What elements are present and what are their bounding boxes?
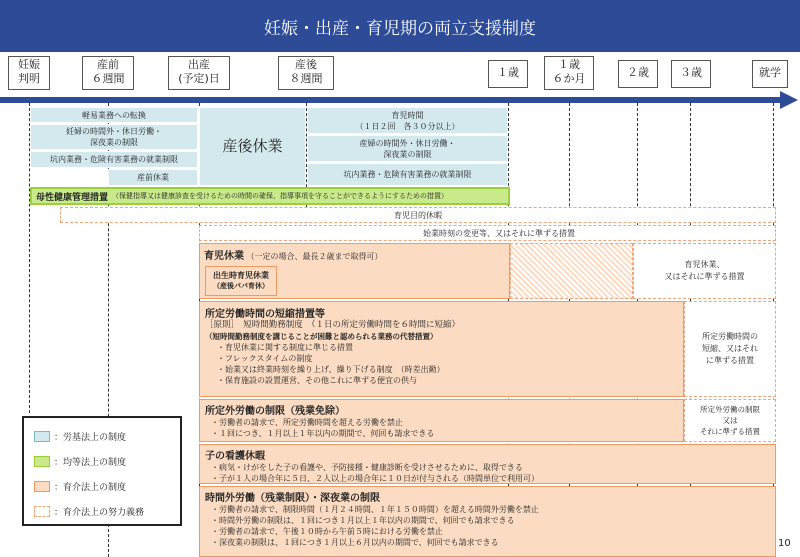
legend-label: ：育介法上の制度 xyxy=(54,483,127,493)
childcare-leave-extension xyxy=(510,243,633,299)
timeline-arrowhead xyxy=(780,91,798,109)
legend-label: ：育介法上の努力義務 xyxy=(54,508,145,518)
postnatal-leave: 産後休業 xyxy=(199,107,306,186)
light-work-transfer: 軽易業務への転換 xyxy=(30,107,198,123)
timeline-label-birth: 出産 (予定)日 xyxy=(178,58,220,85)
pregnant-overtime-limit: 妊婦の時間外・休日労働・ 深夜業の制限 xyxy=(30,124,198,150)
short-hours-item: ・フレックスタイムの制度 xyxy=(217,354,313,363)
maternal-health-management xyxy=(30,187,510,205)
timeline-box-prenatal xyxy=(82,56,134,90)
page-title: 妊娠・出産・育児期の両立支援制度 xyxy=(0,0,800,52)
overtime-limits-item: ・深夜業の制限は、１回につき１月以上６月以内の期間で、何回でも請求できる xyxy=(211,538,499,547)
paternity-leave-title: 出生時育児休業 xyxy=(213,271,269,280)
legend-swatch xyxy=(34,506,50,517)
childcare-leave-title: 育児休業 xyxy=(204,251,244,262)
overtime-limits-block xyxy=(199,486,776,557)
overtime-limits-item: ・労働者の請求で、午後１０時から午前５時における労働を禁止 xyxy=(211,527,443,536)
page-number: 10 xyxy=(778,538,791,549)
legend-item-effort-obligation xyxy=(34,505,144,518)
legend-item-childcare-act xyxy=(34,480,126,493)
overtime-exemption-after: 所定外労働の制限 又は それに準ずる措置 xyxy=(684,399,776,442)
timeline-label-postnatal-8w: 産後 ８週間 xyxy=(289,58,323,85)
timeline-label-school: 就学 xyxy=(759,66,781,79)
overtime-exemption-title: 所定外労働の制限（残業免除） xyxy=(205,406,345,417)
short-hours-alt-title: （短時間勤務制度を講じることが困難と認められる業務の代替措置） xyxy=(205,332,438,341)
overtime-exemption-item: ・１回につき、１月以上１年以内の期間で、何回も請求できる xyxy=(211,429,435,438)
short-hours-item: ・保育施設の設置運営、その他これに準ずる便宜の供与 xyxy=(217,376,417,385)
timeline-box-2y xyxy=(618,60,658,88)
paternity-leave xyxy=(205,266,277,296)
prenatal-leave: 産前休業 xyxy=(108,169,198,186)
short-hours-principle: ［原則］ 短時間勤務制度 （１日の所定労働時間を６時間に短縮） xyxy=(205,320,461,330)
child-nursing-leave-item: ・子が１人の場合年に５日、２人以上の場合年に１０日が付与される（時間単位で利用可） xyxy=(211,474,539,483)
timeline-label-prenatal-6w: 産前 ６週間 xyxy=(91,58,125,85)
short-hours-item: ・始業又は終業時刻を繰り上げ、繰り下げる制度 （時差出勤） xyxy=(217,365,445,374)
legend-swatch xyxy=(34,431,50,442)
start-time-change: 始業時刻の変更等、又はそれに準ずる措置 xyxy=(199,225,776,241)
child-nursing-leave-block xyxy=(199,444,776,484)
timeline-box-pregnancy xyxy=(8,56,50,90)
overtime-exemption-block xyxy=(199,399,684,442)
childcare-leave-after: 育児休業、 又はそれに準ずる措置 xyxy=(633,243,776,299)
nursing-time: 育児時間 （１日２回 各３０分以上） xyxy=(307,107,508,134)
legend-label: ：均等法上の制度 xyxy=(54,458,127,468)
paternity-leave-sub: （産後パパ育休） xyxy=(213,282,269,290)
overtime-limits-item: ・労働者の請求で、制限時間（１月２４時間、１年１５０時間）を超える時間外労働を禁止 xyxy=(211,505,539,514)
child-nursing-leave-item: ・病気・けがをした子の看護や、予防接種・健康診断を受けさせるために、取得できる xyxy=(211,463,523,472)
timeline-arrow xyxy=(0,97,782,103)
timeline-label-2y: ２歳 xyxy=(627,66,649,79)
overtime-limits-title: 時間外労働（残業制限）・深夜業の制限 xyxy=(205,493,380,504)
timeline-box-school xyxy=(752,60,788,88)
timeline-box-postnatal xyxy=(278,56,334,90)
maternal-health-title: 母性健康管理措置 xyxy=(36,192,109,203)
pregnant-hazard-limit: 坑内業務・危険有害業務の就業制限 xyxy=(30,151,198,168)
timeline-label-1y: １歳 xyxy=(497,66,519,79)
timeline-label-1y6m: １歳 ６か月 xyxy=(552,58,586,85)
legend-item-labor-standards xyxy=(34,430,126,443)
timeline-box-birth xyxy=(168,56,230,90)
timeline-box-1y6m xyxy=(544,56,594,90)
timeline-box-3y xyxy=(671,60,711,88)
short-hours-item: ・育児休業に関する制度に準じる措置 xyxy=(217,343,353,352)
overtime-limits-item: ・時間外労働の制限は、１回につき１月以上１年以内の期間で、何回でも請求できる xyxy=(211,516,515,525)
timeline-label-pregnancy: 妊娠 判明 xyxy=(18,58,40,85)
short-hours-title: 所定労働時間の短縮措置等 xyxy=(205,309,325,320)
child-nursing-leave-title: 子の看護休暇 xyxy=(205,451,265,462)
legend-item-equal-employment xyxy=(34,455,126,468)
overtime-exemption-item: ・労働者の請求で、所定労働時間を超える労働を禁止 xyxy=(211,418,403,427)
short-hours-block xyxy=(199,301,684,397)
timeline-label-3y: ３歳 xyxy=(680,66,702,79)
childcare-purpose-leave: 育児目的休暇 xyxy=(60,207,776,223)
legend-label: ：労基法上の制度 xyxy=(54,433,127,443)
legend xyxy=(22,416,182,526)
short-hours-after: 所定労働時間の 短縮、又はそれ に準ずる措置 xyxy=(684,301,776,397)
timeline-box-1y xyxy=(488,60,528,88)
legend-swatch xyxy=(34,481,50,492)
childcare-leave-note: （一定の場合、最長２歳まで取得可） xyxy=(246,252,383,261)
postpartum-hazard-limit: 坑内業務・危険有害業務の就業制限 xyxy=(307,163,508,186)
legend-swatch xyxy=(34,456,50,467)
postpartum-overtime-limit: 産婦の時間外・休日労働・ 深夜業の制限 xyxy=(307,135,508,162)
maternal-health-desc: （保健指導又は健康診査を受けるための時間の確保、指導事項を守ることができるようにするための措置） xyxy=(112,192,449,200)
